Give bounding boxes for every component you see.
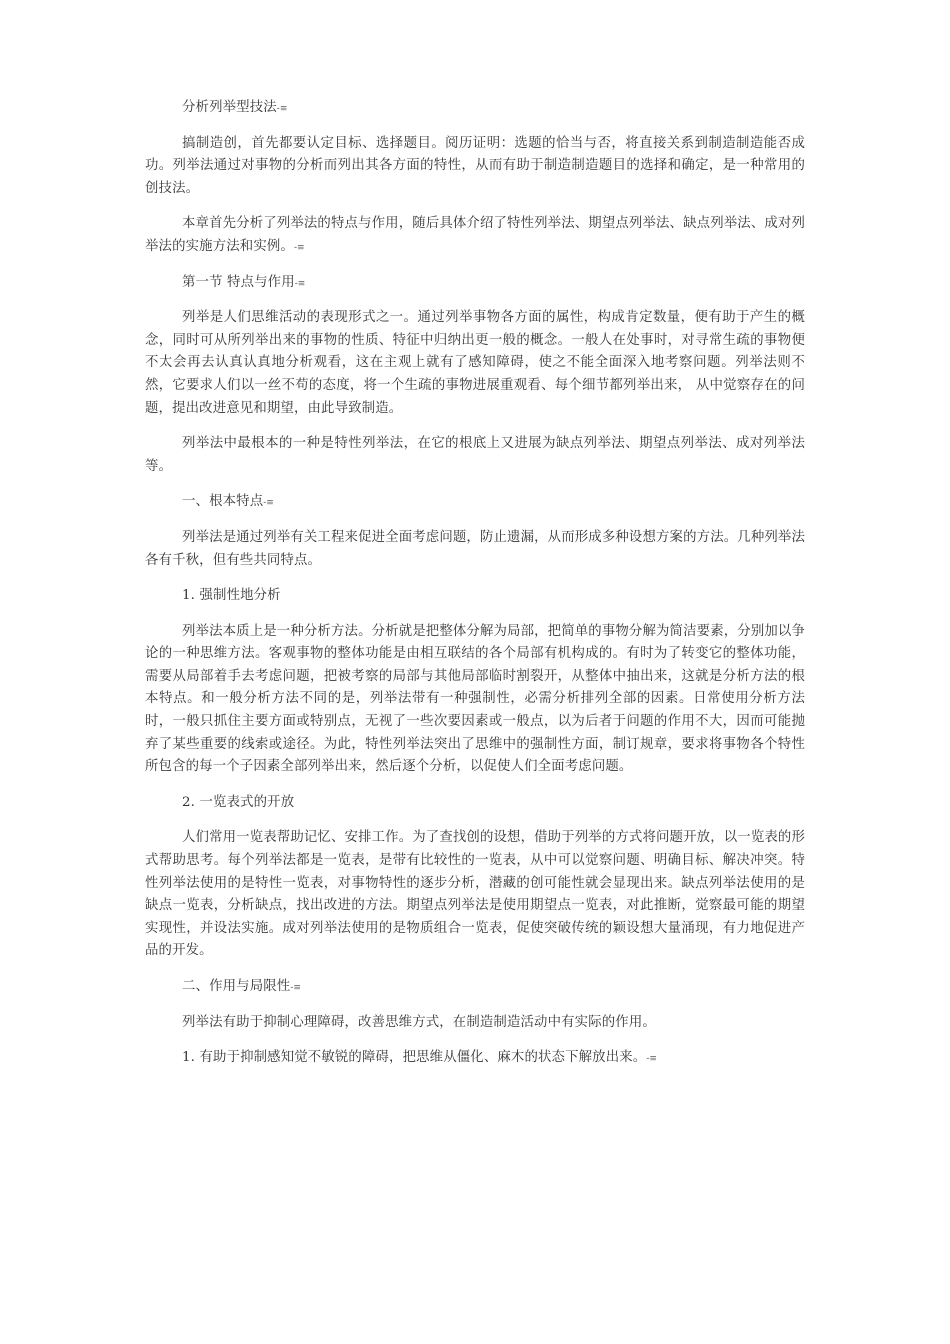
paragraph bbox=[145, 307, 805, 421]
section-mark: -≡ bbox=[294, 278, 306, 289]
document-page bbox=[145, 97, 805, 1071]
section-heading bbox=[145, 272, 805, 296]
paragraph-text: 二、作用与局限性 bbox=[182, 979, 291, 994]
paragraph-text: 列举是人们思维活动的表现形式之一。通过列举事物各方面的属性，构成肯定数量，便有助于产生的概念，同时可从所列举出来的事物的性质、特征中归纳出更一般的概念。一般人在处事时，对寻常生疏的事物便不太会再去认真认真地分析观看，这在主观上就有了感知障碍，使之不能全面深入地考察问题。列举法则不然，它要求人们以一丝不苟的态度，将一个生疏的事物进展重观看、每个细节都列举出来， 从中觉察存在的问题，提出改进意见和期望，由此导致制造。 bbox=[145, 310, 805, 416]
paragraph-text: 分析列举型技法 bbox=[182, 100, 277, 115]
paragraph bbox=[145, 97, 805, 121]
paragraph bbox=[145, 1012, 805, 1036]
section-mark: -≡ bbox=[293, 242, 305, 253]
section-heading bbox=[145, 491, 805, 515]
subheading bbox=[145, 792, 805, 816]
paragraph-text: 1. 强制性地分析 bbox=[182, 588, 281, 604]
paragraph bbox=[145, 213, 805, 259]
section-heading bbox=[145, 976, 805, 1000]
paragraph-text: 一、根本特点 bbox=[182, 494, 264, 510]
subheading bbox=[145, 585, 805, 609]
section-mark: -≡ bbox=[290, 983, 301, 993]
subheading bbox=[145, 1047, 805, 1071]
paragraph-text: 第一节 特点与作用 bbox=[182, 274, 295, 290]
section-mark: -≡ bbox=[276, 104, 288, 114]
paragraph-text: 列举法中最根本的一种是特性列举法，在它的根底上又进展为缺点列举法、期望点列举法、成对列举法等。 bbox=[145, 436, 805, 474]
section-mark: -≡ bbox=[646, 1054, 657, 1065]
paragraph-text: 人们常用一览表帮助记忆、安排工作。为了查找创的设想，借助于列举的方式将问题开放，以一览表的形式帮助思考。每个列举法都是一览表，是带有比较性的一览表，从中可以觉察问题、明确目标、解决冲突。特性列举法使用的是特性一览表，对事物特性的逐步分析，潜藏的创可能性就会显现出来。缺点列举法使用的是缺点一览表，分析缺点，找出改进的方法。期望点列举法是使用期望点一览表，对此推断，觉察最可能的期望实现性，并设法实施。成对列举法使用的是物质组合一览表，促使突破传统的颖设想大量涌现，有力地促进产品的开发。 bbox=[145, 830, 805, 959]
paragraph bbox=[145, 621, 805, 780]
paragraph bbox=[145, 527, 805, 573]
paragraph-text: 搞制造创，首先都要认定目标、选择题目。阅历证明：选题的恰当与否，将直接关系到制造制造能否成功。列举法通过对事物的分析而列出其各方面的特性，从而有助于制造制造题目的选择和确定，是一种常用的创技法。 bbox=[145, 135, 805, 196]
paragraph-text: 2. 一览表式的开放 bbox=[182, 794, 295, 810]
paragraph-text: 列举法是通过列举有关工程来促进全面考虑问题，防止遗漏，从而形成多种设想方案的方法。几种列举法各有千秋，但有些共同特点。 bbox=[145, 529, 805, 568]
paragraph bbox=[145, 133, 805, 202]
paragraph-text: 本章首先分析了列举法的特点与作用，随后具体介绍了特性列举法、期望点列举法、缺点列举法、成对列举法的实施方法和实例。 bbox=[145, 216, 805, 254]
paragraph-text: 1. 有助于抑制感知觉不敏锐的障碍，把思维从僵化、麻木的状态下解放出来。 bbox=[182, 1050, 647, 1066]
paragraph bbox=[145, 827, 805, 964]
paragraph-text: 列举法本质上是一种分析方法。分析就是把整体分解为局部，把简单的事物分解为简洁要素，分别加以争论的一种思维方法。客观事物的整体功能是由相互联结的各个局部有机构成的。有时为了转变它的整体功能，需要从局部着手去考虑问题，把被考察的局部与其他局部临时割裂开，从整体中抽出来，这就是分析方法的根本特点。和一般分析方法不同的是，列举法带有一种强制性，必需分析排列全部的因素。日常使用分析方法时，一般只抓住主要方面或特别点，无视了一些次要因素或一般点，以为后者于问题的作用不大，因而可能抛弃了某些重要的线索或途径。为此，特性列举法突出了思维中的强制性方面，制订规章，要求将事物各个特性所包含的每一个子因素全部列举出来，然后逐个分析，以促使人们全面考虑问题。 bbox=[145, 623, 805, 775]
section-mark: -≡ bbox=[263, 498, 274, 509]
paragraph-text: 列举法有助于抑制心理障碍，改善思维方式，在制造制造活动中有实际的作用。 bbox=[182, 1014, 656, 1030]
paragraph bbox=[145, 433, 805, 479]
